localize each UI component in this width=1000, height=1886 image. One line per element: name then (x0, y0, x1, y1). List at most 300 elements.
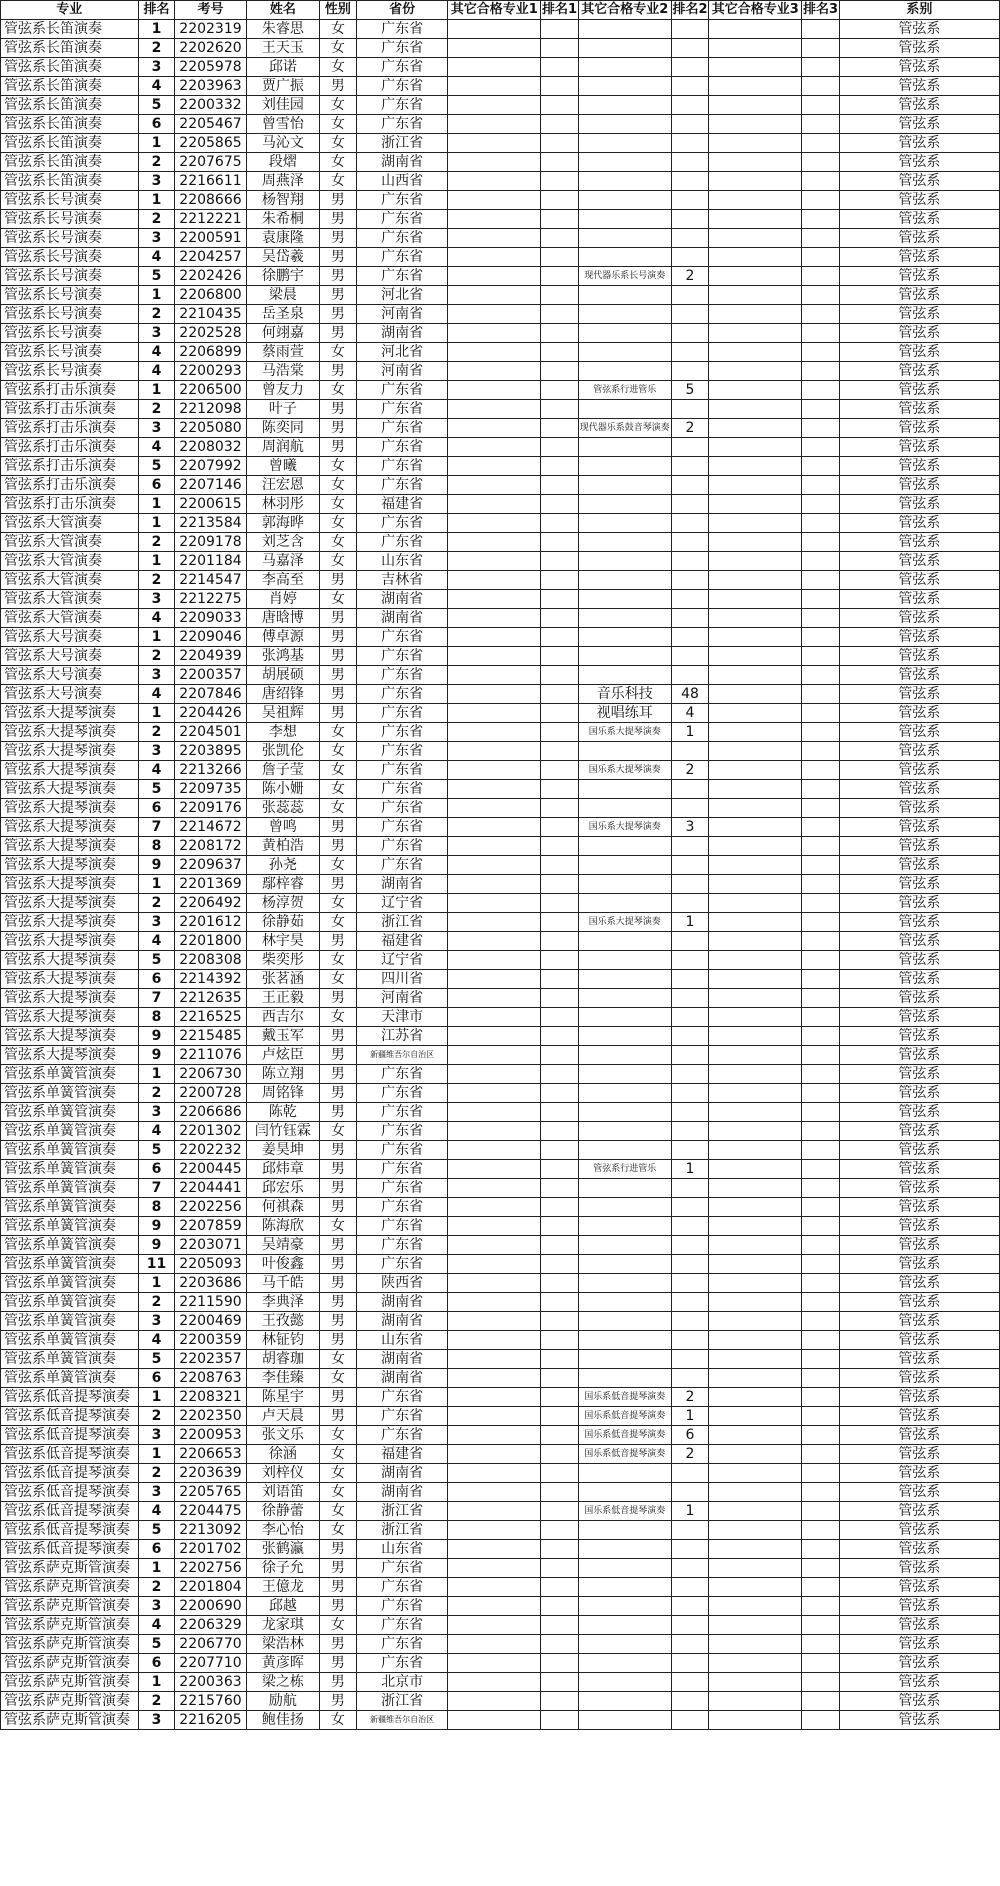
cell-exam-number: 2200591 (175, 229, 246, 248)
cell-department: 管弦系 (839, 153, 999, 172)
cell-name: 岳圣泉 (246, 305, 319, 324)
cell-department: 管弦系 (839, 989, 999, 1008)
cell-rank-2 (671, 1141, 709, 1160)
cell-name: 柴奕彤 (246, 951, 319, 970)
cell-rank-3 (802, 761, 840, 780)
table-row (1, 1312, 1000, 1331)
cell-rank-1 (541, 1084, 579, 1103)
cell-exam-number: 2202319 (175, 20, 246, 39)
table-row (1, 343, 1000, 362)
cell-department: 管弦系 (839, 1464, 999, 1483)
cell-department: 管弦系 (839, 1350, 999, 1369)
header-gender: 性别 (320, 1, 357, 20)
cell-exam-number: 2204441 (175, 1179, 246, 1198)
cell-department: 管弦系 (839, 875, 999, 894)
cell-province: 广东省 (356, 115, 448, 134)
table-row (1, 1521, 1000, 1540)
cell-rank: 2 (138, 1407, 175, 1426)
cell-rank-2: 3 (671, 818, 709, 837)
cell-gender: 女 (320, 115, 357, 134)
cell-rank-1 (541, 1141, 579, 1160)
table-row (1, 1445, 1000, 1464)
cell-other-major-3 (709, 932, 802, 951)
cell-province: 广东省 (356, 742, 448, 761)
cell-name: 刘芝含 (246, 533, 319, 552)
table-row (1, 229, 1000, 248)
table-row (1, 58, 1000, 77)
cell-rank-1 (541, 894, 579, 913)
cell-rank: 9 (138, 856, 175, 875)
cell-rank: 9 (138, 1236, 175, 1255)
cell-other-major-2 (578, 324, 671, 343)
cell-province: 广东省 (356, 533, 448, 552)
cell-name: 吴靖豪 (246, 1236, 319, 1255)
cell-gender: 女 (320, 723, 357, 742)
cell-rank-2 (671, 438, 709, 457)
cell-province: 广东省 (356, 1198, 448, 1217)
cell-other-major-3 (709, 1483, 802, 1502)
cell-name: 周润航 (246, 438, 319, 457)
cell-rank-2 (671, 153, 709, 172)
cell-other-major-1 (448, 134, 541, 153)
cell-other-major-2 (578, 229, 671, 248)
cell-province: 湖南省 (356, 1483, 448, 1502)
cell-gender: 男 (320, 609, 357, 628)
cell-name: 汪宏恩 (246, 476, 319, 495)
cell-other-major-2 (578, 305, 671, 324)
table-row (1, 609, 1000, 628)
cell-exam-number: 2209637 (175, 856, 246, 875)
cell-rank-1 (541, 1255, 579, 1274)
cell-gender: 女 (320, 1521, 357, 1540)
cell-other-major-1 (448, 1236, 541, 1255)
cell-major: 管弦系萨克斯管演奏 (1, 1654, 139, 1673)
cell-name: 戴玉军 (246, 1027, 319, 1046)
cell-other-major-3 (709, 761, 802, 780)
cell-exam-number: 2209046 (175, 628, 246, 647)
cell-department: 管弦系 (839, 514, 999, 533)
cell-department: 管弦系 (839, 1198, 999, 1217)
cell-other-major-1 (448, 1483, 541, 1502)
cell-name: 林宇昊 (246, 932, 319, 951)
cell-other-major-3 (709, 799, 802, 818)
cell-rank-1 (541, 115, 579, 134)
cell-name: 陈小姗 (246, 780, 319, 799)
table-row (1, 1331, 1000, 1350)
cell-other-major-2 (578, 856, 671, 875)
cell-name: 唐晗博 (246, 609, 319, 628)
cell-province: 广东省 (356, 1578, 448, 1597)
cell-rank-2 (671, 1274, 709, 1293)
cell-other-major-1 (448, 172, 541, 191)
cell-name: 姜昊坤 (246, 1141, 319, 1160)
cell-other-major-3 (709, 1445, 802, 1464)
cell-rank-2 (671, 58, 709, 77)
cell-other-major-3 (709, 115, 802, 134)
cell-province: 广东省 (356, 1597, 448, 1616)
cell-major: 管弦系单簧管演奏 (1, 1179, 139, 1198)
table-row (1, 1103, 1000, 1122)
cell-rank-2 (671, 1616, 709, 1635)
cell-other-major-2 (578, 343, 671, 362)
cell-other-major-2: 现代器乐系长号演奏 (578, 267, 671, 286)
cell-province: 福建省 (356, 932, 448, 951)
cell-province: 广东省 (356, 248, 448, 267)
cell-other-major-3 (709, 343, 802, 362)
cell-department: 管弦系 (839, 58, 999, 77)
cell-rank-3 (802, 1521, 840, 1540)
table-row (1, 723, 1000, 742)
header-department: 系别 (839, 1, 999, 20)
cell-other-major-2 (578, 1521, 671, 1540)
cell-rank: 4 (138, 248, 175, 267)
cell-rank-2: 2 (671, 761, 709, 780)
cell-name: 叶子 (246, 400, 319, 419)
cell-rank-3 (802, 837, 840, 856)
cell-department: 管弦系 (839, 1160, 999, 1179)
cell-rank-1 (541, 799, 579, 818)
cell-province: 广东省 (356, 685, 448, 704)
cell-department: 管弦系 (839, 780, 999, 799)
cell-department: 管弦系 (839, 970, 999, 989)
cell-province: 辽宁省 (356, 951, 448, 970)
cell-rank-3 (802, 1198, 840, 1217)
cell-major: 管弦系萨克斯管演奏 (1, 1673, 139, 1692)
cell-rank: 3 (138, 1483, 175, 1502)
cell-other-major-2 (578, 1065, 671, 1084)
table-row (1, 647, 1000, 666)
cell-other-major-2 (578, 837, 671, 856)
table-row (1, 1559, 1000, 1578)
table-row (1, 1540, 1000, 1559)
cell-exam-number: 2213584 (175, 514, 246, 533)
cell-rank-2 (671, 1578, 709, 1597)
cell-exam-number: 2200357 (175, 666, 246, 685)
cell-gender: 男 (320, 932, 357, 951)
cell-other-major-3 (709, 1635, 802, 1654)
cell-gender: 男 (320, 666, 357, 685)
cell-gender: 男 (320, 419, 357, 438)
cell-province: 广东省 (356, 1388, 448, 1407)
cell-province: 广东省 (356, 400, 448, 419)
cell-province: 江苏省 (356, 1027, 448, 1046)
cell-rank-3 (802, 1103, 840, 1122)
cell-rank-1 (541, 229, 579, 248)
cell-name: 曾鸣 (246, 818, 319, 837)
cell-name: 张鸿基 (246, 647, 319, 666)
cell-rank: 1 (138, 628, 175, 647)
cell-other-major-1 (448, 1464, 541, 1483)
cell-major: 管弦系单簧管演奏 (1, 1084, 139, 1103)
cell-other-major-1 (448, 1350, 541, 1369)
cell-gender: 男 (320, 628, 357, 647)
cell-major: 管弦系长号演奏 (1, 324, 139, 343)
cell-exam-number: 2205093 (175, 1255, 246, 1274)
cell-other-major-3 (709, 951, 802, 970)
cell-rank: 4 (138, 438, 175, 457)
cell-rank-1 (541, 1008, 579, 1027)
cell-gender: 女 (320, 495, 357, 514)
cell-name: 邱越 (246, 1597, 319, 1616)
cell-rank-1 (541, 913, 579, 932)
cell-rank-3 (802, 362, 840, 381)
cell-rank: 5 (138, 951, 175, 970)
table-row (1, 856, 1000, 875)
table-row (1, 1483, 1000, 1502)
table-row (1, 153, 1000, 172)
cell-gender: 男 (320, 1255, 357, 1274)
cell-other-major-1 (448, 970, 541, 989)
cell-rank-1 (541, 514, 579, 533)
cell-rank-3 (802, 1084, 840, 1103)
cell-province: 山东省 (356, 1331, 448, 1350)
cell-rank-3 (802, 1236, 840, 1255)
cell-rank-3 (802, 476, 840, 495)
cell-major: 管弦系长号演奏 (1, 191, 139, 210)
cell-major: 管弦系大号演奏 (1, 647, 139, 666)
cell-name: 吴岱羲 (246, 248, 319, 267)
cell-name: 王天玉 (246, 39, 319, 58)
cell-major: 管弦系大提琴演奏 (1, 1008, 139, 1027)
cell-name: 邱诺 (246, 58, 319, 77)
cell-name: 李佳臻 (246, 1369, 319, 1388)
cell-exam-number: 2203895 (175, 742, 246, 761)
cell-gender: 男 (320, 1065, 357, 1084)
cell-rank-2 (671, 571, 709, 590)
cell-rank-3 (802, 628, 840, 647)
cell-other-major-2 (578, 533, 671, 552)
cell-name: 何翊嘉 (246, 324, 319, 343)
cell-rank-1 (541, 533, 579, 552)
cell-major: 管弦系单簧管演奏 (1, 1255, 139, 1274)
cell-name: 励航 (246, 1692, 319, 1711)
cell-exam-number: 2207710 (175, 1654, 246, 1673)
cell-other-major-3 (709, 1103, 802, 1122)
cell-other-major-2 (578, 1236, 671, 1255)
cell-rank-3 (802, 1654, 840, 1673)
cell-department: 管弦系 (839, 742, 999, 761)
cell-province: 广东省 (356, 1236, 448, 1255)
cell-other-major-3 (709, 1236, 802, 1255)
cell-other-major-1 (448, 1084, 541, 1103)
cell-rank-2: 1 (671, 723, 709, 742)
cell-exam-number: 2206730 (175, 1065, 246, 1084)
cell-other-major-3 (709, 172, 802, 191)
cell-department: 管弦系 (839, 77, 999, 96)
cell-department: 管弦系 (839, 666, 999, 685)
cell-rank-2 (671, 1084, 709, 1103)
cell-rank: 4 (138, 1502, 175, 1521)
cell-other-major-3 (709, 875, 802, 894)
cell-department: 管弦系 (839, 1065, 999, 1084)
cell-rank-2 (671, 39, 709, 58)
cell-rank: 9 (138, 1027, 175, 1046)
cell-major: 管弦系大管演奏 (1, 571, 139, 590)
cell-department: 管弦系 (839, 932, 999, 951)
cell-gender: 男 (320, 1578, 357, 1597)
table-row (1, 1388, 1000, 1407)
cell-exam-number: 2207146 (175, 476, 246, 495)
cell-gender: 男 (320, 286, 357, 305)
table-row (1, 894, 1000, 913)
cell-gender: 男 (320, 1692, 357, 1711)
cell-gender: 男 (320, 324, 357, 343)
cell-province: 广东省 (356, 1084, 448, 1103)
cell-gender: 女 (320, 1217, 357, 1236)
cell-rank-1 (541, 495, 579, 514)
cell-other-major-3 (709, 457, 802, 476)
table-row (1, 1255, 1000, 1274)
cell-rank: 2 (138, 1464, 175, 1483)
cell-other-major-1 (448, 191, 541, 210)
cell-other-major-2 (578, 1654, 671, 1673)
cell-rank-2 (671, 1635, 709, 1654)
cell-rank-2 (671, 115, 709, 134)
cell-province: 广东省 (356, 1426, 448, 1445)
cell-rank-1 (541, 704, 579, 723)
cell-rank: 1 (138, 286, 175, 305)
cell-other-major-1 (448, 1616, 541, 1635)
cell-department: 管弦系 (839, 1388, 999, 1407)
cell-rank-1 (541, 723, 579, 742)
cell-department: 管弦系 (839, 1597, 999, 1616)
cell-department: 管弦系 (839, 267, 999, 286)
cell-major: 管弦系大提琴演奏 (1, 989, 139, 1008)
cell-other-major-2 (578, 799, 671, 818)
cell-rank-2 (671, 229, 709, 248)
cell-rank: 4 (138, 362, 175, 381)
cell-rank-3 (802, 552, 840, 571)
table-row (1, 419, 1000, 438)
cell-gender: 男 (320, 704, 357, 723)
cell-other-major-2 (578, 172, 671, 191)
cell-exam-number: 2200690 (175, 1597, 246, 1616)
cell-department: 管弦系 (839, 1255, 999, 1274)
table-row (1, 1426, 1000, 1445)
cell-rank-3 (802, 1388, 840, 1407)
cell-rank: 8 (138, 1008, 175, 1027)
cell-department: 管弦系 (839, 894, 999, 913)
cell-gender: 女 (320, 951, 357, 970)
cell-major: 管弦系长号演奏 (1, 229, 139, 248)
cell-other-major-3 (709, 1521, 802, 1540)
cell-other-major-1 (448, 419, 541, 438)
cell-major: 管弦系单簧管演奏 (1, 1160, 139, 1179)
cell-rank-2 (671, 1027, 709, 1046)
cell-rank-2: 2 (671, 1445, 709, 1464)
cell-rank-3 (802, 305, 840, 324)
cell-rank-3 (802, 20, 840, 39)
cell-other-major-3 (709, 1008, 802, 1027)
cell-rank-2: 1 (671, 1407, 709, 1426)
cell-name: 叶俊鑫 (246, 1255, 319, 1274)
cell-province: 山西省 (356, 172, 448, 191)
cell-other-major-2 (578, 590, 671, 609)
cell-other-major-1 (448, 1312, 541, 1331)
cell-gender: 男 (320, 1179, 357, 1198)
table-row (1, 951, 1000, 970)
cell-other-major-1 (448, 1141, 541, 1160)
cell-exam-number: 2202620 (175, 39, 246, 58)
cell-rank: 2 (138, 1578, 175, 1597)
cell-rank: 1 (138, 1065, 175, 1084)
table-row (1, 1464, 1000, 1483)
cell-province: 广东省 (356, 628, 448, 647)
cell-major: 管弦系低音提琴演奏 (1, 1483, 139, 1502)
cell-gender: 女 (320, 514, 357, 533)
cell-other-major-3 (709, 628, 802, 647)
cell-exam-number: 2212275 (175, 590, 246, 609)
cell-rank-2 (671, 1711, 709, 1730)
cell-rank-1 (541, 343, 579, 362)
cell-other-major-1 (448, 115, 541, 134)
cell-gender: 男 (320, 1673, 357, 1692)
cell-rank-2 (671, 1350, 709, 1369)
cell-gender: 女 (320, 552, 357, 571)
cell-rank-1 (541, 780, 579, 799)
cell-other-major-1 (448, 495, 541, 514)
cell-rank-3 (802, 1540, 840, 1559)
cell-rank-3 (802, 666, 840, 685)
cell-other-major-2 (578, 1217, 671, 1236)
cell-name: 肖婷 (246, 590, 319, 609)
cell-other-major-1 (448, 305, 541, 324)
cell-exam-number: 2202756 (175, 1559, 246, 1578)
cell-gender: 女 (320, 533, 357, 552)
cell-rank: 3 (138, 324, 175, 343)
cell-gender: 女 (320, 1008, 357, 1027)
cell-other-major-1 (448, 552, 541, 571)
table-row (1, 1369, 1000, 1388)
cell-major: 管弦系打击乐演奏 (1, 400, 139, 419)
cell-exam-number: 2208308 (175, 951, 246, 970)
cell-exam-number: 2201369 (175, 875, 246, 894)
cell-other-major-3 (709, 20, 802, 39)
cell-major: 管弦系长笛演奏 (1, 172, 139, 191)
cell-rank-2 (671, 533, 709, 552)
cell-other-major-1 (448, 324, 541, 343)
cell-rank-2 (671, 837, 709, 856)
cell-name: 卢天晨 (246, 1407, 319, 1426)
cell-other-major-2: 管弦系行进管乐 (578, 1160, 671, 1179)
cell-rank: 4 (138, 761, 175, 780)
table-row (1, 210, 1000, 229)
cell-other-major-3 (709, 1578, 802, 1597)
cell-other-major-2 (578, 1711, 671, 1730)
cell-exam-number: 2201612 (175, 913, 246, 932)
cell-gender: 男 (320, 305, 357, 324)
cell-rank: 3 (138, 1103, 175, 1122)
cell-rank-1 (541, 1160, 579, 1179)
cell-department: 管弦系 (839, 20, 999, 39)
cell-rank-2 (671, 1103, 709, 1122)
cell-rank-2: 1 (671, 1160, 709, 1179)
cell-other-major-2 (578, 1635, 671, 1654)
cell-gender: 男 (320, 1407, 357, 1426)
cell-other-major-1 (448, 894, 541, 913)
cell-exam-number: 2215485 (175, 1027, 246, 1046)
cell-rank-1 (541, 989, 579, 1008)
cell-department: 管弦系 (839, 1008, 999, 1027)
table-row (1, 1711, 1000, 1730)
cell-gender: 男 (320, 248, 357, 267)
cell-other-major-2: 现代器乐系鼓音琴演奏 (578, 419, 671, 438)
cell-major: 管弦系打击乐演奏 (1, 495, 139, 514)
cell-gender: 女 (320, 761, 357, 780)
cell-other-major-2 (578, 1084, 671, 1103)
cell-gender: 男 (320, 1141, 357, 1160)
cell-other-major-2 (578, 514, 671, 533)
